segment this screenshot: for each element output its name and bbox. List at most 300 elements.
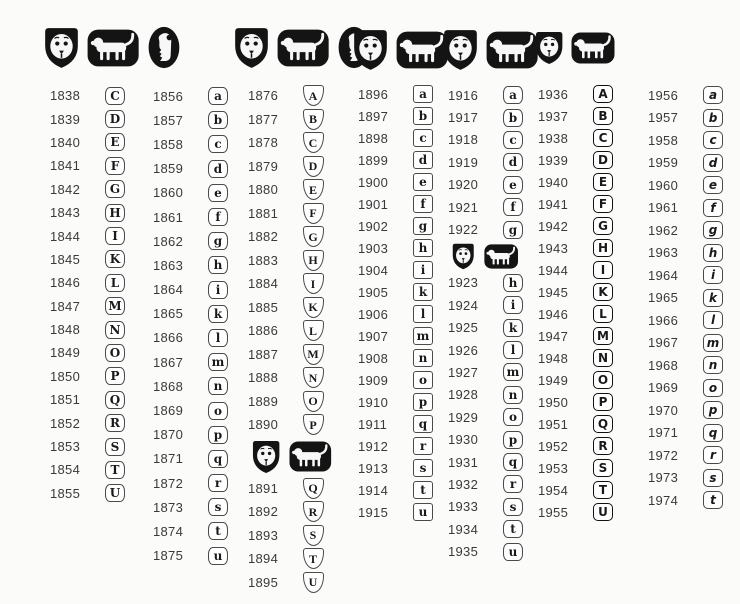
date-letter-mark: n (413, 349, 433, 367)
year-label: 1938 (538, 130, 569, 146)
year-label: 1864 (153, 282, 184, 298)
date-letter-mark: s (703, 469, 723, 487)
year-row (248, 202, 332, 226)
date-letter-cell (203, 377, 233, 395)
year-label: 1892 (248, 504, 279, 520)
date-letter-mark: N (303, 367, 324, 388)
date-letter-mark: B (303, 109, 324, 130)
year-label: 1865 (153, 306, 184, 322)
year-label: 1868 (153, 378, 184, 394)
year-label: 1922 (448, 222, 479, 238)
date-letter-mark: q (703, 424, 723, 442)
date-letter-cell (298, 109, 328, 130)
date-letter-cell (588, 393, 618, 412)
date-letter-mark: E (593, 173, 613, 192)
date-letter-cell (588, 437, 618, 456)
date-letter-mark: f (413, 195, 433, 213)
year-label: 1943 (538, 240, 569, 256)
date-letter-mark: G (593, 217, 613, 236)
date-letter-cell (100, 391, 130, 409)
year-row (153, 84, 233, 108)
year-label: 1952 (538, 438, 569, 454)
date-letter-cell (298, 478, 328, 499)
hallmark-header-group (353, 29, 448, 71)
date-letter-mark: M (303, 344, 324, 365)
date-letter-cell (203, 305, 233, 323)
year-label: 1873 (153, 499, 184, 515)
date-letter-mark: M (105, 297, 125, 315)
year-row (153, 350, 233, 374)
year-row (358, 435, 438, 457)
year-row (50, 201, 130, 224)
year-row (248, 413, 332, 437)
year-label: 1874 (153, 523, 184, 539)
year-row (648, 354, 728, 377)
year-label: 1881 (248, 205, 279, 221)
date-letter-cell (698, 109, 728, 127)
date-letter-cell (203, 329, 233, 347)
year-row (153, 278, 233, 302)
year-label: 1921 (448, 199, 479, 215)
date-letter-cell (298, 179, 328, 200)
date-letter-mark: e (703, 176, 723, 194)
year-row (153, 495, 233, 519)
date-letter-cell (298, 203, 328, 224)
year-row (648, 242, 728, 265)
date-letter-mark: F (593, 195, 613, 214)
date-letter-mark: H (593, 239, 613, 258)
date-letter-cell (298, 273, 328, 294)
date-letter-mark: i (413, 261, 433, 279)
date-letter-cell (498, 341, 528, 359)
year-label: 1871 (153, 451, 184, 467)
date-letter-mark: k (208, 305, 228, 323)
date-letter-mark: a (503, 86, 523, 104)
date-letter-cell (588, 261, 618, 280)
date-letter-cell (298, 548, 328, 569)
year-label: 1898 (358, 130, 389, 146)
date-letter-mark: f (503, 198, 523, 216)
year-label: 1955 (538, 504, 569, 520)
year-label: 1841 (50, 158, 81, 174)
year-row (153, 423, 233, 447)
year-label: 1949 (538, 372, 569, 388)
year-row (538, 457, 618, 479)
year-column-c4 (358, 83, 438, 523)
year-label: 1932 (448, 476, 479, 492)
year-label: 1928 (448, 387, 479, 403)
year-label: 1966 (648, 312, 679, 328)
date-letter-mark: L (593, 305, 613, 324)
date-letter-cell (588, 217, 618, 236)
date-letter-mark: m (503, 363, 523, 381)
date-letter-cell (698, 289, 728, 307)
date-letter-mark: n (208, 377, 228, 395)
year-row (153, 519, 233, 543)
date-letter-cell (408, 503, 438, 521)
year-row (358, 325, 438, 347)
year-row (448, 151, 528, 173)
year-row (248, 178, 332, 202)
year-row (448, 451, 528, 473)
date-letter-mark: b (503, 109, 523, 127)
year-label: 1946 (538, 306, 569, 322)
year-row (648, 377, 728, 400)
hallmark-header-group (443, 29, 538, 71)
date-letter-mark: B (593, 107, 613, 126)
date-letter-mark: i (703, 266, 723, 284)
year-label: 1906 (358, 306, 389, 322)
date-letter-cell (408, 305, 438, 323)
year-row (448, 218, 528, 240)
date-letter-cell (498, 86, 528, 104)
year-row (448, 384, 528, 406)
year-label: 1854 (50, 462, 81, 478)
date-letter-mark: s (503, 498, 523, 516)
year-row (648, 197, 728, 220)
year-row (538, 325, 618, 347)
date-letter-mark: M (593, 327, 613, 346)
year-row (358, 149, 438, 171)
date-letter-mark: G (303, 226, 324, 247)
year-label: 1839 (50, 111, 81, 127)
leopard-head-icon (353, 29, 388, 71)
year-label: 1888 (248, 370, 279, 386)
year-row (648, 129, 728, 152)
date-letter-mark: o (703, 379, 723, 397)
date-letter-cell (498, 431, 528, 449)
year-row (448, 496, 528, 518)
date-letter-mark: O (303, 391, 324, 412)
date-letter-cell (203, 87, 233, 105)
date-letter-mark: R (303, 501, 324, 522)
date-letter-mark: s (413, 459, 433, 477)
date-letter-cell (698, 401, 728, 419)
year-label: 1939 (538, 152, 569, 168)
date-letter-cell (698, 446, 728, 464)
year-label: 1842 (50, 181, 81, 197)
year-label: 1894 (248, 551, 279, 567)
year-row (50, 224, 130, 247)
date-letter-cell (203, 402, 233, 420)
year-label: 1948 (538, 350, 569, 366)
lion-passant-icon (571, 32, 615, 64)
year-row (50, 248, 130, 271)
year-label: 1931 (448, 454, 479, 470)
year-label: 1927 (448, 364, 479, 380)
date-letter-cell (298, 132, 328, 153)
year-label: 1925 (448, 320, 479, 336)
year-row (248, 343, 332, 367)
year-row (648, 309, 728, 332)
year-label: 1914 (358, 482, 389, 498)
date-letter-cell (588, 85, 618, 104)
date-letter-mark: b (413, 107, 433, 125)
year-row (153, 302, 233, 326)
year-label: 1963 (648, 245, 679, 261)
date-letter-cell (298, 414, 328, 435)
date-letter-mark: a (703, 86, 723, 104)
year-column-c5 (448, 84, 528, 563)
date-letter-cell (298, 320, 328, 341)
year-label: 1895 (248, 574, 279, 590)
year-label: 1973 (648, 470, 679, 486)
date-letter-mark: D (105, 110, 125, 128)
date-letter-cell (203, 474, 233, 492)
year-label: 1904 (358, 262, 389, 278)
date-letter-cell (588, 173, 618, 192)
date-letter-mark: U (303, 572, 324, 593)
year-row (648, 422, 728, 445)
date-letter-mark: b (703, 109, 723, 127)
year-label: 1884 (248, 276, 279, 292)
year-label: 1901 (358, 196, 389, 212)
year-row (538, 347, 618, 369)
date-letter-cell (203, 450, 233, 468)
year-label: 1844 (50, 228, 81, 244)
date-letter-cell (408, 195, 438, 213)
year-row (538, 237, 618, 259)
year-row (538, 149, 618, 171)
year-row (248, 366, 332, 390)
year-label: 1951 (538, 416, 569, 432)
year-label: 1910 (358, 394, 389, 410)
date-letter-mark: U (593, 503, 613, 522)
year-row (538, 303, 618, 325)
date-letter-cell (298, 572, 328, 593)
year-label: 1903 (358, 240, 389, 256)
year-label: 1861 (153, 209, 184, 225)
date-letter-cell (298, 501, 328, 522)
date-letter-mark: a (413, 85, 433, 103)
date-letter-cell (408, 437, 438, 455)
date-letter-mark: m (703, 334, 723, 352)
monarch-head-icon (147, 26, 181, 69)
date-letter-mark: O (105, 344, 125, 362)
year-column-c6 (538, 83, 618, 523)
year-label: 1887 (248, 346, 279, 362)
year-label: 1856 (153, 88, 184, 104)
year-column-c7 (648, 84, 728, 512)
year-column-c1 (50, 84, 130, 505)
year-label: 1945 (538, 284, 569, 300)
date-letter-mark: u (208, 547, 228, 565)
year-row (358, 369, 438, 391)
year-label: 1917 (448, 110, 479, 126)
date-letter-cell (498, 319, 528, 337)
date-letter-cell (100, 321, 130, 339)
date-letter-mark: S (593, 459, 613, 478)
year-row (648, 264, 728, 287)
date-letter-mark: l (703, 311, 723, 329)
date-letter-cell (203, 232, 233, 250)
date-letter-mark: I (593, 261, 613, 280)
year-row (358, 391, 438, 413)
date-letter-mark: d (703, 154, 723, 172)
year-label: 1851 (50, 392, 81, 408)
lion-passant-icon (87, 29, 139, 67)
date-letter-cell (698, 176, 728, 194)
date-letter-mark: h (413, 239, 433, 257)
date-letter-mark: K (105, 250, 125, 268)
leopard-head-icon (535, 31, 563, 65)
date-letter-mark: S (105, 438, 125, 456)
year-label: 1908 (358, 350, 389, 366)
year-label: 1886 (248, 323, 279, 339)
date-letter-mark: f (208, 208, 228, 226)
date-letter-mark: d (208, 160, 228, 178)
year-row (248, 155, 332, 179)
date-letter-cell (298, 297, 328, 318)
date-letter-mark: m (208, 353, 228, 371)
date-letter-mark: Q (303, 478, 324, 499)
year-label: 1956 (648, 87, 679, 103)
date-letter-mark: g (208, 232, 228, 250)
year-row (153, 544, 233, 568)
date-letter-cell (498, 296, 528, 314)
year-label: 1859 (153, 161, 184, 177)
date-letter-cell (698, 244, 728, 262)
date-letter-mark: r (503, 475, 523, 493)
date-letter-cell (298, 344, 328, 365)
year-row (153, 326, 233, 350)
year-label: 1947 (538, 328, 569, 344)
date-letter-mark: e (208, 184, 228, 202)
year-label: 1883 (248, 252, 279, 268)
year-label: 1858 (153, 136, 184, 152)
date-letter-cell (298, 226, 328, 247)
year-label: 1941 (538, 196, 569, 212)
year-label: 1935 (448, 544, 479, 560)
date-letter-mark: S (303, 525, 324, 546)
date-letter-cell (698, 266, 728, 284)
date-letter-cell (298, 85, 328, 106)
date-letter-mark: T (105, 461, 125, 479)
year-label: 1936 (538, 86, 569, 102)
leopard-head-icon (252, 440, 280, 474)
year-label: 1849 (50, 345, 81, 361)
year-label: 1848 (50, 322, 81, 338)
year-row (248, 390, 332, 414)
date-letter-cell (698, 379, 728, 397)
year-row (358, 105, 438, 127)
hallmark-header-group (234, 26, 371, 69)
date-letter-mark: o (413, 371, 433, 389)
date-letter-cell (100, 157, 130, 175)
date-letter-mark: d (413, 151, 433, 169)
date-letter-cell (498, 543, 528, 561)
date-letter-cell (498, 221, 528, 239)
date-letter-cell (408, 349, 438, 367)
date-letter-mark: t (503, 520, 523, 538)
year-row (538, 105, 618, 127)
date-letter-mark: P (303, 414, 324, 435)
year-column-c2 (153, 84, 233, 568)
year-row (648, 287, 728, 310)
year-label: 1974 (648, 492, 679, 508)
date-letter-cell (408, 217, 438, 235)
date-letter-mark: R (105, 414, 125, 432)
date-letter-mark: D (593, 151, 613, 170)
date-letter-mark: t (208, 522, 228, 540)
leopard-head-icon (452, 243, 475, 270)
date-letter-cell (498, 408, 528, 426)
year-row (448, 406, 528, 428)
year-row (538, 479, 618, 501)
date-letter-cell (203, 184, 233, 202)
year-row (448, 294, 528, 316)
year-label: 1866 (153, 330, 184, 346)
date-letter-cell (100, 461, 130, 479)
year-label: 1850 (50, 368, 81, 384)
year-row (358, 127, 438, 149)
date-letter-cell (298, 250, 328, 271)
year-row (358, 83, 438, 105)
date-letter-cell (408, 129, 438, 147)
date-letter-mark: n (503, 386, 523, 404)
date-letter-cell (588, 371, 618, 390)
date-letter-mark: H (303, 250, 324, 271)
date-letter-cell (498, 363, 528, 381)
date-letter-cell (100, 274, 130, 292)
year-row (538, 215, 618, 237)
year-label: 1905 (358, 284, 389, 300)
year-label: 1916 (448, 87, 479, 103)
year-row (248, 524, 332, 548)
date-letter-mark: a (208, 87, 228, 105)
year-label: 1857 (153, 112, 184, 128)
date-letter-cell (408, 173, 438, 191)
year-label: 1937 (538, 108, 569, 124)
year-label: 1940 (538, 174, 569, 190)
year-row (248, 108, 332, 132)
date-letter-cell (498, 453, 528, 471)
date-letter-cell (100, 367, 130, 385)
year-label: 1944 (538, 262, 569, 278)
year-label: 1853 (50, 439, 81, 455)
year-label: 1890 (248, 417, 279, 433)
year-label: 1876 (248, 88, 279, 104)
year-row (448, 473, 528, 495)
date-letter-cell (203, 547, 233, 565)
date-letter-mark: k (413, 283, 433, 301)
date-letter-mark: e (503, 176, 523, 194)
year-label: 1967 (648, 335, 679, 351)
date-letter-mark: h (703, 244, 723, 262)
year-label: 1882 (248, 229, 279, 245)
year-label: 1907 (358, 328, 389, 344)
year-row (248, 131, 332, 155)
year-row (248, 319, 332, 343)
date-letter-cell (698, 491, 728, 509)
date-letter-mark: p (503, 431, 523, 449)
date-letter-mark: r (703, 446, 723, 464)
year-row (358, 193, 438, 215)
year-row (448, 428, 528, 450)
date-letter-cell (588, 305, 618, 324)
date-letter-mark: F (303, 203, 324, 224)
year-row (248, 249, 332, 273)
year-label: 1969 (648, 380, 679, 396)
date-letter-mark: l (503, 341, 523, 359)
date-letter-mark: I (105, 227, 125, 245)
year-row (50, 84, 130, 107)
year-label: 1911 (358, 416, 388, 432)
date-letter-cell (698, 469, 728, 487)
date-letter-cell (408, 393, 438, 411)
date-letter-mark: o (208, 402, 228, 420)
date-letter-cell (100, 297, 130, 315)
